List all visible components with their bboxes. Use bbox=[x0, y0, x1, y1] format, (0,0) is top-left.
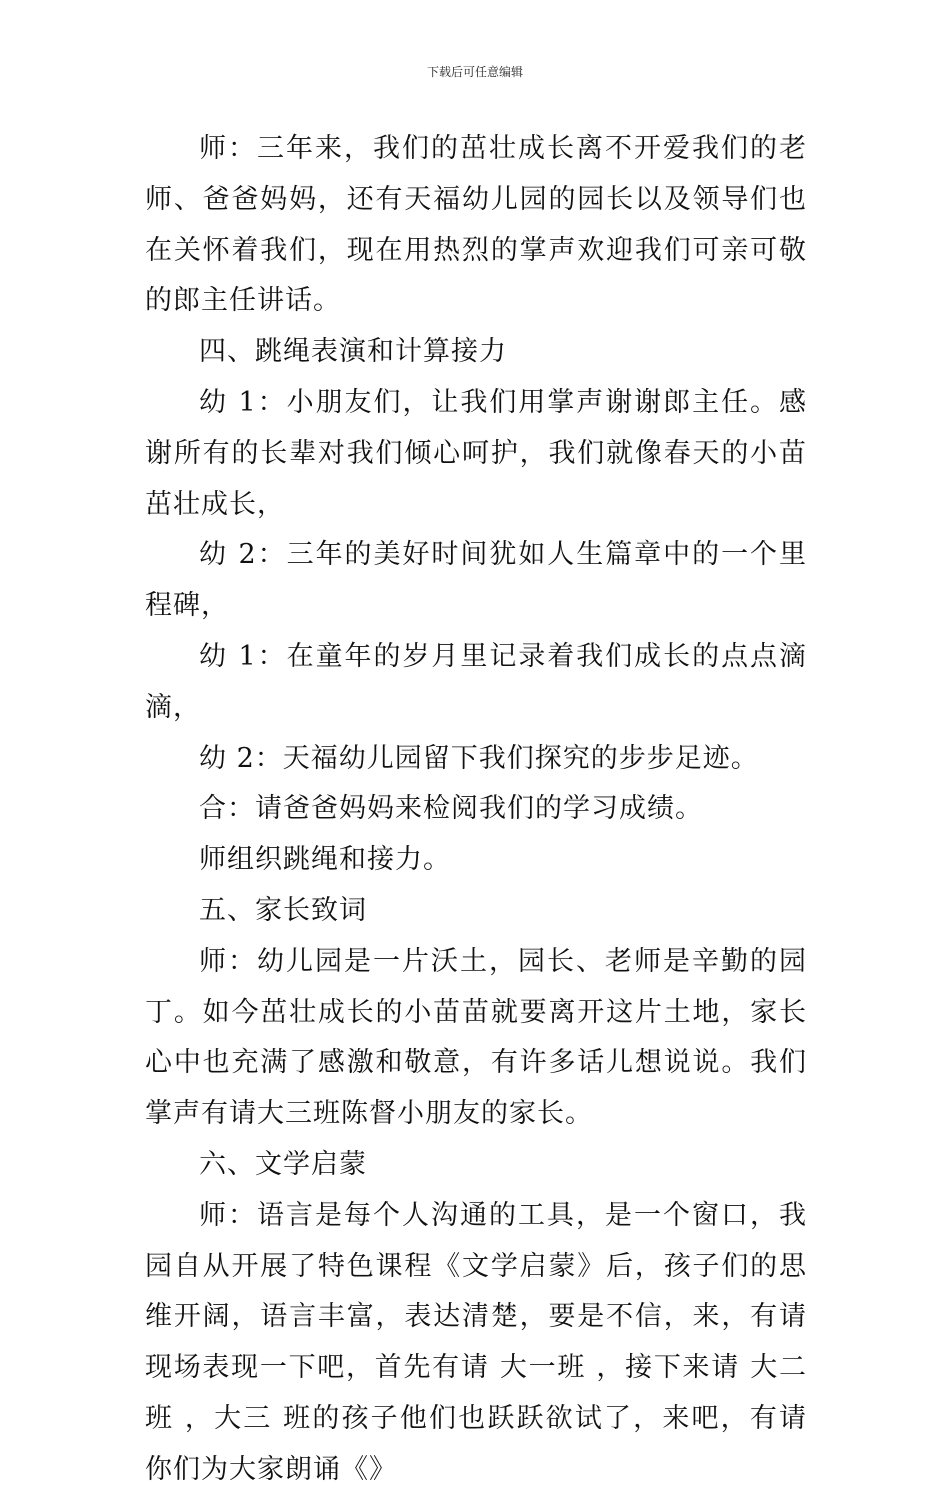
paragraph-chorus: 合：请爸爸妈妈来检阅我们的学习成绩。 bbox=[199, 793, 703, 825]
section-heading-parent-speech: 五、家长致词 bbox=[199, 894, 367, 926]
paragraph-child1-childhood: 幼 1：在童年的岁月里记录着我们成长的点点滴滴， bbox=[145, 640, 807, 723]
document-body bbox=[145, 124, 807, 1496]
paragraph-teacher-parent: 师：幼儿园是一片沃土，园长、老师是辛勤的园丁。如今茁壮成长的小苗苗就要离开这片土地，家长心中也充满了感激和敬意，有许多话儿想说说。我们掌声有请大三班陈督小朋友的家长。 bbox=[145, 945, 807, 1130]
paragraph-teacher-organize: 师组织跳绳和接力。 bbox=[199, 844, 451, 876]
paragraph-teacher-language: 师：语言是每个人沟通的工具，是一个窗口，我园自从开展了特色课程《文学启蒙》后，孩子们的思维开阔，语言丰富，表达清楚，要是不信，来，有请现场表现一下吧，首先有请 大一班 ，接下来请 大二班 ，大三 班的孩子他们也跃跃欲试了，来吧，有请你们为大家朗诵《》 bbox=[145, 1199, 807, 1485]
paragraph-child2-milestone: 幼 2：三年的美好时间犹如人生篇章中的一个里程碑， bbox=[145, 539, 807, 622]
section-heading-jump-rope: 四、跳绳表演和计算接力 bbox=[199, 336, 507, 368]
page-header: 下载后可任意编辑 bbox=[426, 65, 523, 79]
section-heading-literature: 六、文学启蒙 bbox=[199, 1148, 367, 1180]
paragraph-child1-thanks: 幼 1：小朋友们，让我们用掌声谢谢郎主任。感谢所有的长辈对我们倾心呵护，我们就像春天的小苗茁壮成长， bbox=[145, 386, 807, 520]
paragraph-child2-footprints: 幼 2：天福幼儿园留下我们探究的步步足迹。 bbox=[199, 742, 759, 774]
paragraph-teacher-intro: 师：三年来，我们的茁壮成长离不开爱我们的老师、爸爸妈妈，还有天福幼儿园的园长以及领导们也在关怀着我们，现在用热烈的掌声欢迎我们可亲可敬的郎主任讲话。 bbox=[145, 133, 807, 317]
